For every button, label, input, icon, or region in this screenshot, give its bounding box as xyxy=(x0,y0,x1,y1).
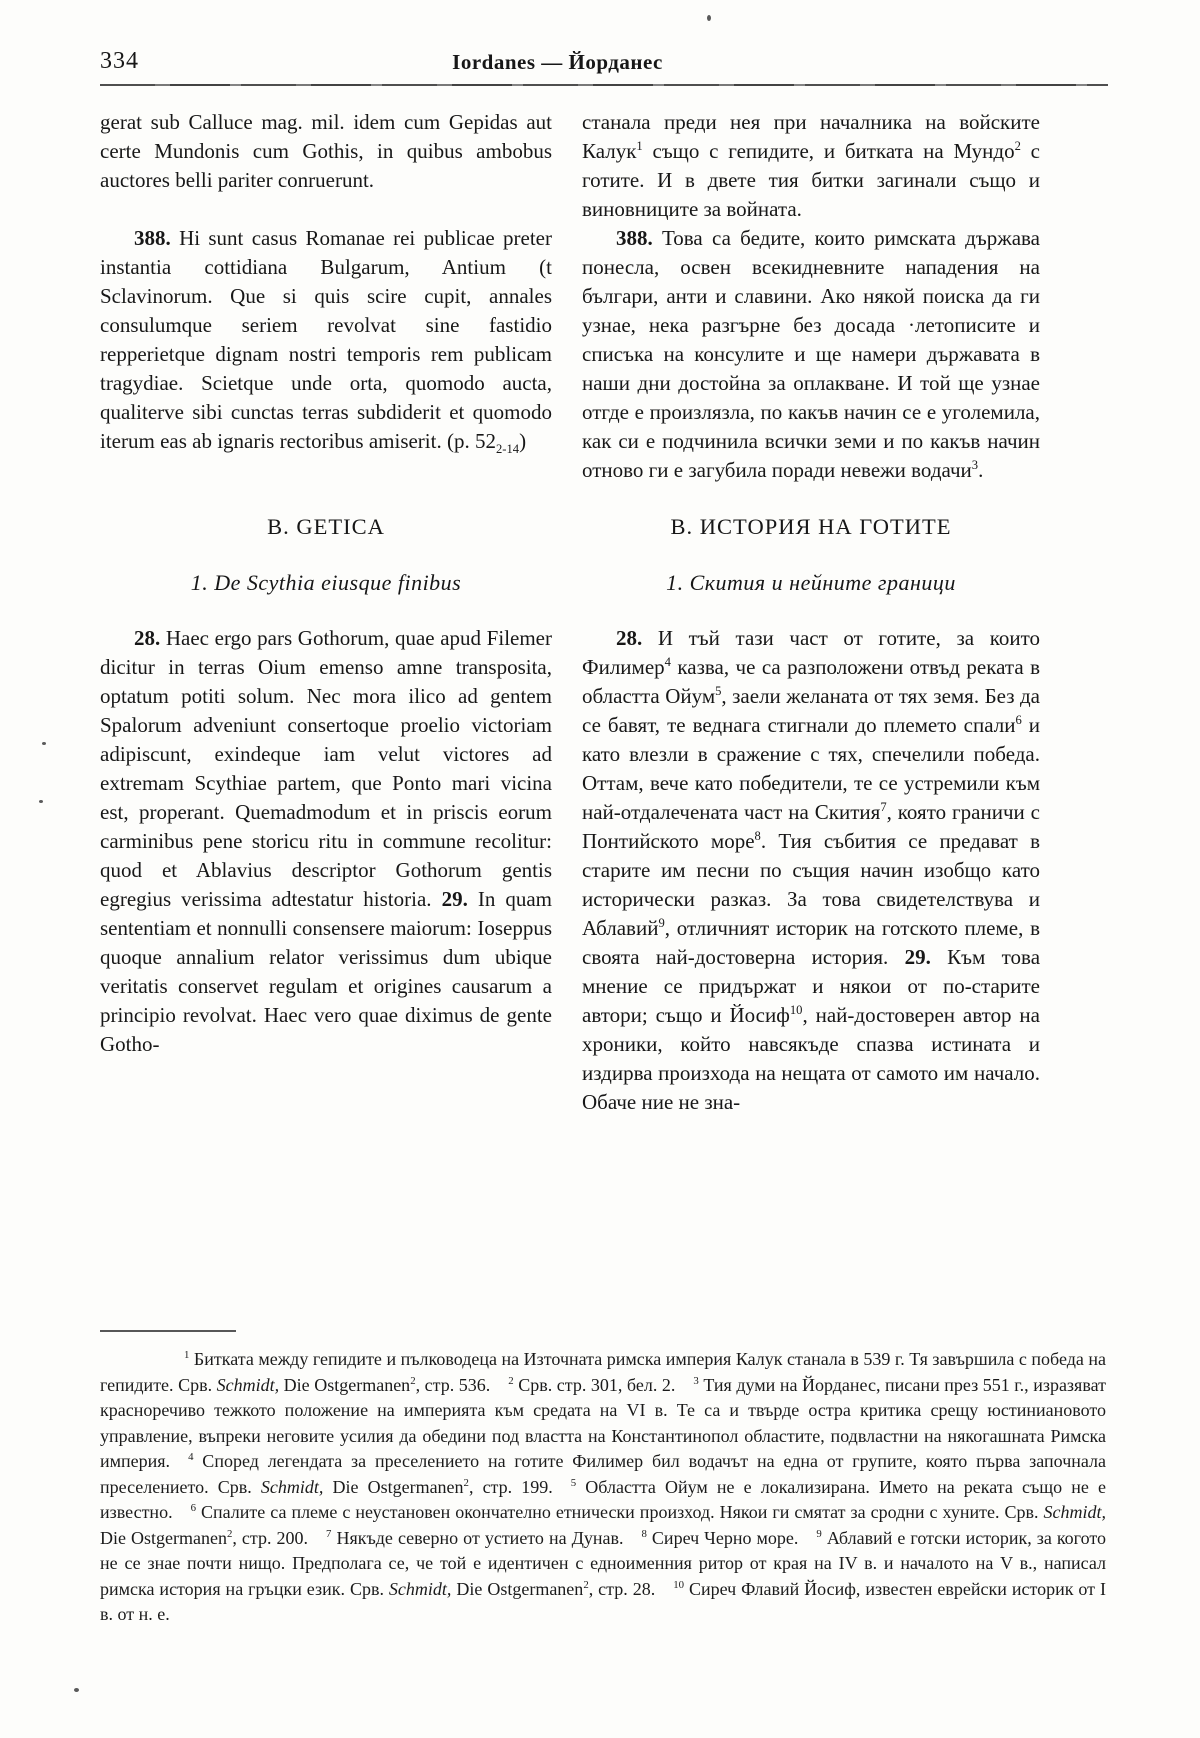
page-header xyxy=(100,48,1105,78)
latin-paragraph-388: 388. Hi sunt casus Romanae rei publicae preter instantia cottidiana Bulgarum, Antium (t Sclavinorum. Que si quis scire cupit, annales consulumque seriem revolvat sine fastidio repperietque dignam nostri temporis rem publicam tragydiae. Scietque unde orta, quomodo aucta, qualiterve sibi cunctas terras subdiderit et quomodo iterum eas ab ignaris rectoribus amiserit. (p. $52_{2-14}$) xyxy=(100,226,552,457)
page-number: 334 xyxy=(100,48,139,74)
header-rule xyxy=(100,84,1108,86)
bulgarian-paragraph-388: 388. Това са бедите, които римската държава понесла, освен всекидневните нападения на българи, анти и славини. Ако някой поиска да ги узнае, нека разгърне без досада ·летописите и списъка на консулите и ще намери държавата в наши дни достойна за оплакване. И той ще узнае отгде е произлязла, по какъв начин се е уголемила, как си е подчинила всички земи и по какъв начин отново ги е загубила поради невежи водачи$^3$. xyxy=(582,226,1040,482)
scan-artifact-dot xyxy=(707,15,711,21)
running-title: Iordanes — Йорданес xyxy=(452,50,663,74)
footnotes-text: $^1$ Битката между гепидите и пълководеца на Източната римска империя Калук станала в 539 г. Тя завършила с победа на гепидите. Срв. Schmidt, Die Ostgermanen$^2$, стр. 536. $^2$ Срв. стр. 301, бел. 2. $^3$ Тия думи на Йорданес, писани през 551 г., изразяват красноречиво тежкото положение на империята към средата на VI в. Те са и твърде остра критика срещу юстиниановото управление, въпреки неговите усилия да обедини под властта на Константинопол областите, подвластни на някогашната Римска империя. $^4$ Според легендата за преселението на готите Филимер бил водачът на една от групите, която първа започнала преселението. Срв. Schmidt, Die Ostgermanen$^2$, стр. 199. $^5$ Областта Ойум не е локализирана. Името на реката също не е известно. $^6$ Спалите са племе с неустановен окончателно етнически произход. Някои ги смятат за сродни с хуните. Срв. Schmidt, Die Ostgermanen$^2$, стр. 200. $^7$ Някъде северно от устието на Дунав. $^8$ Сиреч Черно море. $^9$ Аблавий е готски историк, за когото не се знае почти нищо. Предполага се, че той е идентичен с едноименния ритор от края на IV в. и началото на V в., написал римска история на гръцки език. Срв. Schmidt, Die Ostgermanen$^2$, стр. 28. $^{10}$ Сиреч Флавий Йосиф, известен еврейски историк от I в. от н. е. xyxy=(100,1349,1106,1624)
scan-artifact-dot xyxy=(74,1688,79,1692)
two-column-text-block xyxy=(100,108,1040,1117)
latin-continuation-paragraph: gerat sub Calluce mag. mil. idem cum Gepidas aut certe Mundonis cum Gothis, in quibus ambobus auctores belli pariter conruerunt. xyxy=(100,110,552,192)
footnotes-section xyxy=(100,1330,1106,1628)
latin-paragraph-28: 28. Haec ergo pars Gothorum, quae apud Filemer dicitur in terras Oium emenso amne transposita, optatum potiti solum. Nec mora ilico ad gentem Spalorum adveniunt consertoque proelio victoriam adipiscunt, exindeque iam velut victores ad extremam Scythiae partem, que Ponto mari vicina est, properant. Quemadmodum et in priscis eorum carminibus pene storicu ritu in commune recolitur: quod et Ablavius descriptor Gothorum gentis egregius verissima adtestatur historia. 29. In quam sententiam et nonnulli consensere maiorum: Ioseppus quoque annalium relator verissimus dum ubique veritatis conservet regulam et origines causarum a principio revolvat. Haec vero quae diximus de gente Gotho- xyxy=(100,626,552,1056)
scan-artifact-dot xyxy=(42,742,46,745)
latin-subsection-heading: 1. De Scythia eiusque finibus xyxy=(190,570,462,595)
scan-artifact-dot xyxy=(39,800,43,803)
bulgarian-subsection-heading: 1. Скития и нейните граници xyxy=(666,570,956,595)
bulgarian-section-heading: В. ИСТОРИЯ НА ГОТИТЕ xyxy=(670,514,952,539)
latin-section-heading: B. GETICA xyxy=(267,514,385,539)
bulgarian-paragraph-28: 28. И тъй тази част от готите, за които Филимер$^4$ казва, че са разположени отвъд реката в областта Ойум$^5$, заели желаната от тях земя. Без да се бавят, те веднага стигнали до племето спали$^6$ и като влезли в сражение с тях, спечелили победа. Оттам, вече като победители, те се устремили към най-отдалечената част на Скития$^7$, която граничи с Понтийското море$^8$. Тия събития се предават в старите им песни по същия начин изобщо като исторически разказ. За това свидетелствува и Аблавий$^9$, отличният историк на готското племе, в своята най-достоверна история. 29. Към това мнение се придържат и някои от по-старите автори; също и Йосиф$^{10}$, най-достоверен автор на хроники, който навсякъде спазва истината и издирва произхода на нещата от самото им начало. Обаче ние не зна- xyxy=(582,626,1041,1114)
bulgarian-continuation-paragraph: станала преди нея при началника на войските Калук$^1$ също с гепидите, и битката на Мундо$^2$ с готите. И в двете тия битки загинали също и виновниците за войната. xyxy=(582,110,1040,221)
footnote-separator-rule xyxy=(100,1330,236,1332)
